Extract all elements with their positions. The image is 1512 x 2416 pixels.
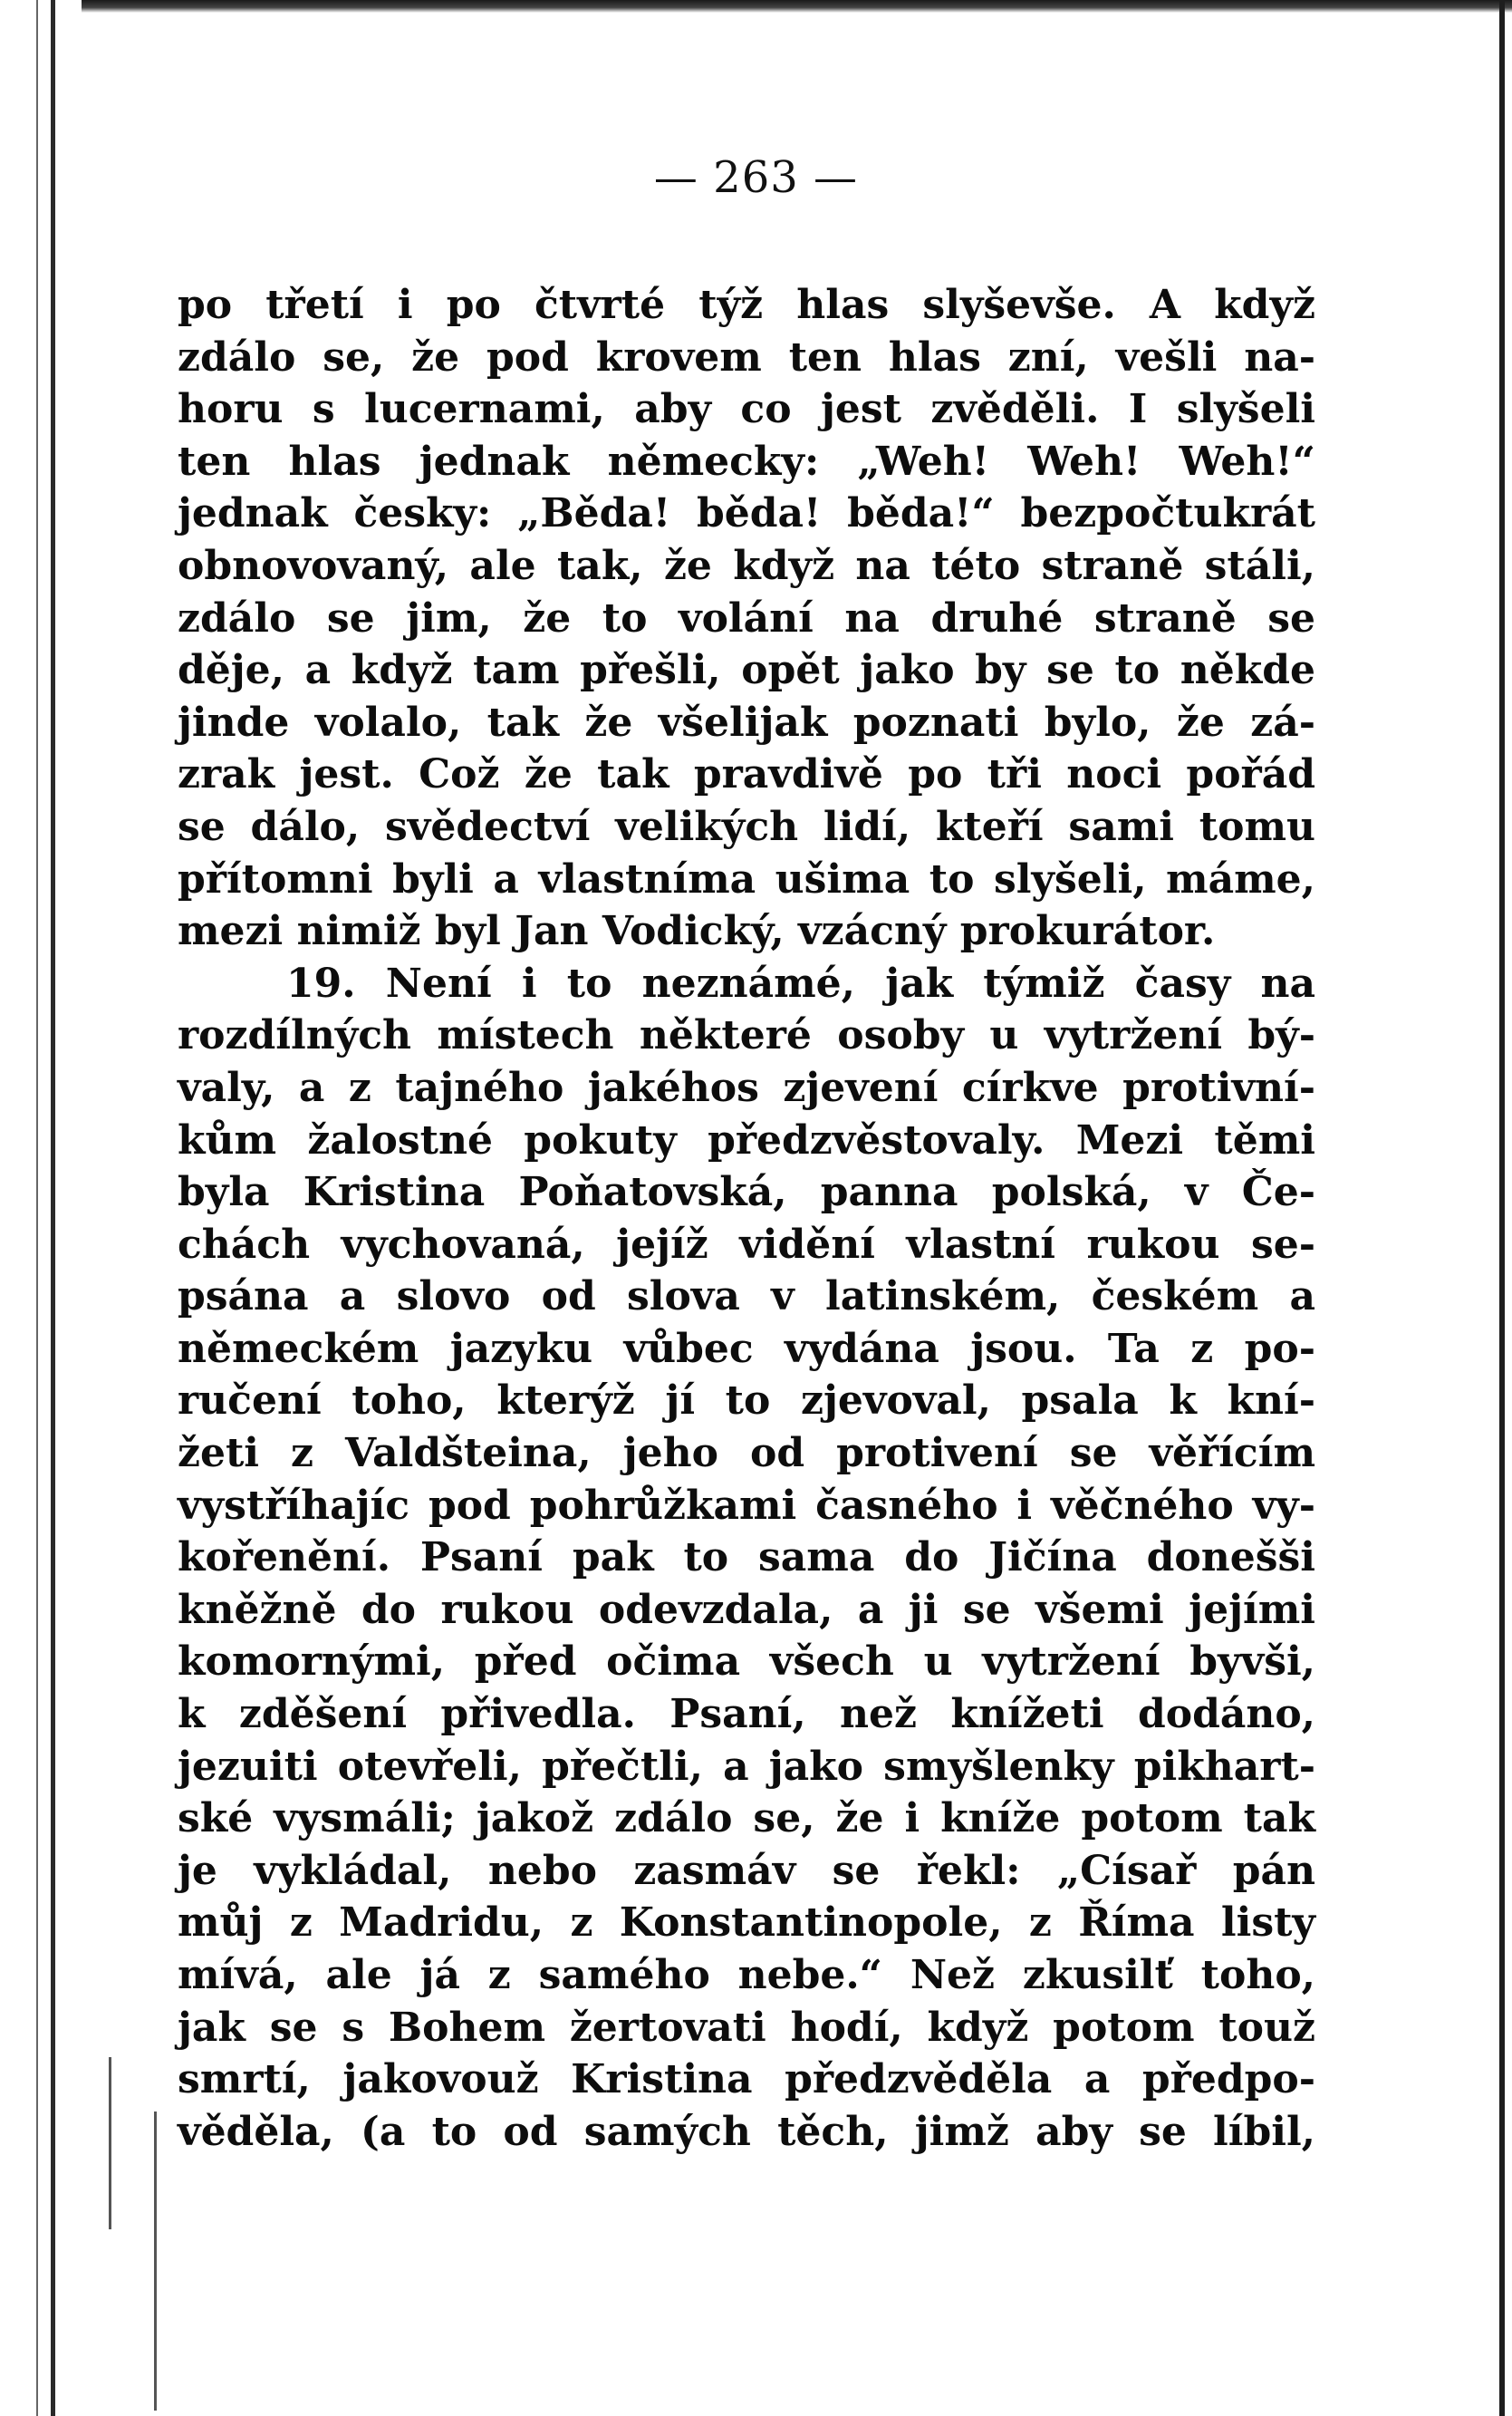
text-line: jak se s Bohem žertovati hodí, když potom touž xyxy=(178,2004,1315,2051)
scan-right-edge-rule xyxy=(1499,0,1505,2416)
text-line: jinde volalo, tak že všelijak poznati bylo, že zá- xyxy=(178,699,1315,746)
text-line: mívá, ale já z samého nebe.“ Než zkusilť toho, xyxy=(178,1952,1315,1998)
text-line: kům žalostné pokuty předzvěstovaly. Mezi těmi xyxy=(178,1116,1315,1164)
body-text xyxy=(178,279,1315,2158)
text-line: byla Kristina Poňatovská, panna polská, v Če- xyxy=(178,1169,1315,1216)
text-line: přítomni byli a vlastníma ušima to slyšeli, máme, xyxy=(178,855,1315,903)
margin-pencil-mark xyxy=(109,2057,111,2229)
scan-top-edge xyxy=(82,0,1512,13)
text-line: vystříhajíc pod pohrůžkami časného i věčného vy- xyxy=(178,1482,1315,1529)
text-line: jezuiti otevřeli, přečtli, a jako smyšlenky pikhart- xyxy=(178,1743,1315,1790)
text-line: žeti z Valdšteina, jeho od protivení se věřícím xyxy=(178,1430,1315,1477)
text-line: se dálo, svědectví velikých lidí, kteří sami tomu xyxy=(178,803,1315,850)
text-line: rozdílných místech některé osoby u vytržení bý- xyxy=(178,1012,1315,1059)
text-line: je vykládal, nebo zasmáv se řekl: „Císař pán xyxy=(178,1847,1315,1894)
text-line: horu s lucernami, aby co jest zvěděli. I slyšeli xyxy=(178,386,1315,433)
text-line: jednak česky: „Běda! běda! běda!“ bezpočtukrát xyxy=(178,490,1315,537)
text-line: zrak jest. Což že tak pravdivě po tři noci pořád xyxy=(178,751,1315,798)
margin-pencil-mark xyxy=(154,2112,157,2411)
text-line: kněžně do rukou odevzdala, a ji se všemi jejími xyxy=(178,1586,1315,1633)
text-line: německém jazyku vůbec vydána jsou. Ta z po- xyxy=(178,1325,1315,1372)
text-line: ručení toho, kterýž jí to zjevoval, psala k kní- xyxy=(178,1377,1315,1425)
text-line: obnovovaný, ale tak, že když na této straně stáli, xyxy=(178,542,1315,589)
text-line: psána a slovo od slova v latinském, českém a xyxy=(178,1273,1315,1320)
text-line: chách vychovaná, jejíž vidění vlastní rukou se- xyxy=(178,1221,1315,1268)
text-line: po třetí i po čtvrté týž hlas slyševše. A když xyxy=(178,282,1315,328)
page-number: — 263 — xyxy=(653,152,859,203)
text-line: valy, a z tajného jakéhos zjevení církve protivní- xyxy=(178,1064,1315,1111)
text-line: ten hlas jednak německy: „Weh! Weh! Weh!“ xyxy=(178,438,1315,485)
text-line: k zděšení přivedla. Psaní, než knížeti dodáno, xyxy=(178,1691,1315,1738)
text-line: můj z Madridu, z Konstantinopole, z Říma listy xyxy=(178,1899,1315,1947)
text-line: kořenění. Psaní pak to sama do Jičína donešši xyxy=(178,1534,1315,1581)
text-line: děje, a když tam přešli, opět jako by se to někde xyxy=(178,647,1315,694)
scan-left-edge-line xyxy=(36,0,38,2416)
text-line: zdálo se, že pod krovem ten hlas zní, vešli na- xyxy=(178,333,1315,381)
paragraph-start-line: 19. Není i to neznámé, jak týmiž časy na xyxy=(286,960,1315,1007)
text-line: věděla, (a to od samých těch, jimž aby se líbil, xyxy=(178,2108,1315,2155)
scan-left-edge-rule xyxy=(51,0,55,2416)
text-line: ské vysmáli; jakož zdálo se, že i kníže potom tak xyxy=(178,1795,1315,1842)
text-line: zdálo se jim, že to volání na druhé straně se xyxy=(178,594,1315,642)
text-line: komornými, před očima všech u vytržení byvši, xyxy=(178,1638,1315,1686)
text-line: mezi nimiž byl Jan Vodický, vzácný prokurátor. xyxy=(178,908,1216,955)
text-line: smrtí, jakovouž Kristina předzvěděla a předpo- xyxy=(178,2056,1315,2103)
